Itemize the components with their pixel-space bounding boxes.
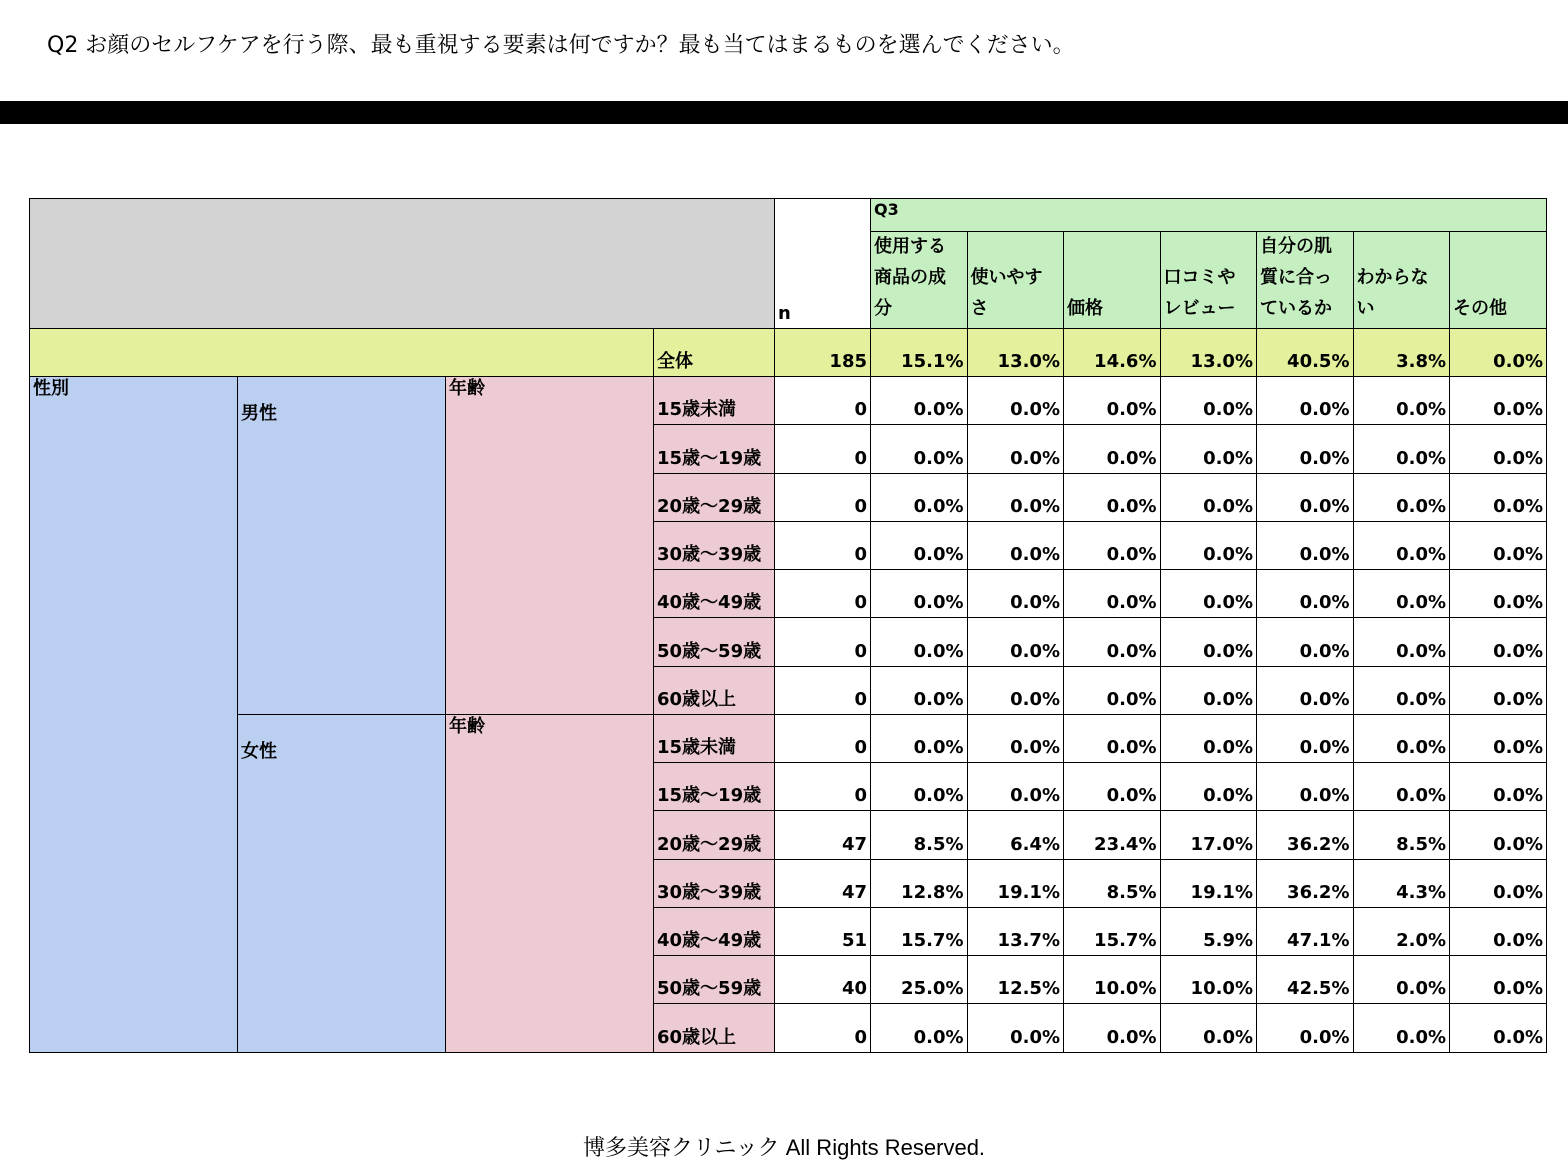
row-value: 42.5% [1256, 955, 1354, 1004]
row-value: 0.0% [967, 1003, 1065, 1052]
row-value: 0.0% [1449, 907, 1547, 956]
column-header-text: 自分の肌 [1260, 236, 1332, 257]
total-value: 15.1% [870, 328, 968, 377]
row-value: 0.0% [1449, 424, 1547, 473]
row-value: 0.0% [1256, 424, 1354, 473]
row-n: 0 [774, 569, 871, 618]
row-value: 2.0% [1353, 907, 1451, 956]
row-value: 15.7% [1063, 907, 1161, 956]
row-value: 0.0% [870, 473, 968, 522]
row-n: 0 [774, 473, 871, 522]
age-label: 年齢 [445, 714, 654, 1053]
row-value: 0.0% [1256, 617, 1354, 666]
row-value: 8.5% [1063, 859, 1161, 908]
row-value: 0.0% [1063, 521, 1161, 570]
row-value: 0.0% [870, 714, 968, 763]
column-header-text: 分 [874, 298, 892, 319]
row-value: 6.4% [967, 810, 1065, 859]
row-value: 0.0% [1449, 376, 1547, 425]
row-value: 5.9% [1160, 907, 1258, 956]
row-value: 0.0% [1160, 617, 1258, 666]
row-label: 40歳〜49歳 [653, 569, 775, 618]
row-value: 0.0% [1353, 424, 1451, 473]
row-value: 19.1% [1160, 859, 1258, 908]
row-value: 0.0% [967, 617, 1065, 666]
page-title: Q2 お顔のセルフケアを行う際、最も重視する要素は何ですか？最も当てはまるものを選んでください。 [47, 33, 1075, 58]
row-label: 15歳〜19歳 [653, 762, 775, 811]
row-n: 47 [774, 859, 871, 908]
row-label: 20歳〜29歳 [653, 473, 775, 522]
row-value: 0.0% [1256, 1003, 1354, 1052]
row-value: 0.0% [1256, 521, 1354, 570]
row-value: 36.2% [1256, 810, 1354, 859]
column-header [870, 231, 968, 329]
row-n: 47 [774, 810, 871, 859]
row-value: 0.0% [1256, 666, 1354, 715]
row-value: 0.0% [1449, 859, 1547, 908]
row-label: 50歳〜59歳 [653, 955, 775, 1004]
row-value: 0.0% [1353, 376, 1451, 425]
row-value: 0.0% [967, 376, 1065, 425]
row-value: 0.0% [1160, 666, 1258, 715]
row-value: 0.0% [1160, 521, 1258, 570]
row-value: 0.0% [1449, 569, 1547, 618]
age-label: 年齢 [445, 376, 654, 715]
column-header-text: い [1356, 298, 1375, 319]
row-n: 40 [774, 955, 871, 1004]
row-label: 40歳〜49歳 [653, 907, 775, 956]
row-value: 0.0% [1160, 473, 1258, 522]
row-value: 36.2% [1256, 859, 1354, 908]
row-value: 13.7% [967, 907, 1065, 956]
row-label: 50歳〜59歳 [653, 617, 775, 666]
row-label: 15歳未満 [653, 714, 775, 763]
row-value: 0.0% [1063, 1003, 1161, 1052]
row-value: 4.3% [1353, 859, 1451, 908]
row-value: 23.4% [1063, 810, 1161, 859]
row-value: 0.0% [1449, 473, 1547, 522]
row-value: 0.0% [1449, 521, 1547, 570]
row-value: 0.0% [1160, 1003, 1258, 1052]
column-header-text: わからな [1356, 267, 1429, 288]
row-n: 0 [774, 1003, 871, 1052]
row-value: 0.0% [1256, 762, 1354, 811]
row-value: 0.0% [1063, 617, 1161, 666]
row-n: 0 [774, 424, 871, 473]
row-value: 12.8% [870, 859, 968, 908]
total-value: 13.0% [967, 328, 1065, 377]
row-value: 8.5% [870, 810, 968, 859]
row-value: 0.0% [1353, 617, 1451, 666]
row-value: 0.0% [1256, 714, 1354, 763]
column-header [1353, 231, 1451, 329]
row-value: 0.0% [1449, 617, 1547, 666]
column-header-text: 商品の成 [874, 267, 946, 288]
row-value: 0.0% [1353, 955, 1451, 1004]
row-value: 0.0% [1353, 569, 1451, 618]
total-value: 3.8% [1353, 328, 1451, 377]
row-value: 10.0% [1160, 955, 1258, 1004]
row-value: 0.0% [870, 521, 968, 570]
row-value: 0.0% [1449, 1003, 1547, 1052]
header-blank-cell [29, 198, 775, 329]
row-value: 0.0% [1160, 714, 1258, 763]
copyright-footer: 博多美容クリニック All Rights Reserved. [582, 1135, 986, 1160]
row-value: 0.0% [967, 714, 1065, 763]
column-header [1160, 231, 1258, 329]
column-header-text: 口コミや [1163, 267, 1236, 288]
total-value: 40.5% [1256, 328, 1354, 377]
row-label: 60歳以上 [653, 1003, 775, 1052]
column-header-text: ているか [1260, 298, 1332, 319]
row-value: 0.0% [1256, 569, 1354, 618]
row-value: 15.7% [870, 907, 968, 956]
row-value: 17.0% [1160, 810, 1258, 859]
row-value: 0.0% [1063, 762, 1161, 811]
row-n: 51 [774, 907, 871, 956]
row-n: 0 [774, 762, 871, 811]
row-value: 0.0% [1256, 376, 1354, 425]
row-value: 10.0% [1063, 955, 1161, 1004]
row-value: 0.0% [1063, 666, 1161, 715]
row-value: 0.0% [1160, 762, 1258, 811]
row-value: 0.0% [870, 424, 968, 473]
row-label: 30歳〜39歳 [653, 521, 775, 570]
row-value: 0.0% [1449, 714, 1547, 763]
total-row-band [29, 328, 654, 377]
column-header-text: さ [970, 298, 989, 319]
row-value: 0.0% [1063, 714, 1161, 763]
row-value: 0.0% [1160, 569, 1258, 618]
row-n: 0 [774, 521, 871, 570]
row-value: 0.0% [870, 762, 968, 811]
column-header-text: 価格 [1067, 298, 1103, 319]
row-n: 0 [774, 376, 871, 425]
row-value: 0.0% [1160, 376, 1258, 425]
row-value: 0.0% [1353, 666, 1451, 715]
column-header [1449, 231, 1547, 329]
row-value: 0.0% [870, 1003, 968, 1052]
row-value: 0.0% [1063, 376, 1161, 425]
row-value: 47.1% [1256, 907, 1354, 956]
row-label: 15歳未満 [653, 376, 775, 425]
row-value: 12.5% [967, 955, 1065, 1004]
row-value: 8.5% [1353, 810, 1451, 859]
row-value: 0.0% [1353, 714, 1451, 763]
row-value: 0.0% [1449, 666, 1547, 715]
total-label: 全体 [653, 328, 775, 377]
total-value: 13.0% [1160, 328, 1258, 377]
column-header [1063, 231, 1161, 329]
row-value: 0.0% [1449, 762, 1547, 811]
row-value: 0.0% [967, 666, 1065, 715]
row-value: 0.0% [870, 376, 968, 425]
row-value: 0.0% [967, 569, 1065, 618]
row-label: 20歳〜29歳 [653, 810, 775, 859]
column-header [967, 231, 1065, 329]
row-value: 0.0% [1353, 473, 1451, 522]
row-value: 0.0% [1353, 762, 1451, 811]
row-value: 19.1% [967, 859, 1065, 908]
row-value: 0.0% [870, 617, 968, 666]
row-n: 0 [774, 617, 871, 666]
q-label: Q3 [870, 198, 1547, 232]
row-n: 0 [774, 714, 871, 763]
row-value: 0.0% [1063, 424, 1161, 473]
row-value: 25.0% [870, 955, 968, 1004]
row-value: 0.0% [967, 473, 1065, 522]
row-label: 60歳以上 [653, 666, 775, 715]
row-value: 0.0% [1063, 473, 1161, 522]
total-value: 0.0% [1449, 328, 1547, 377]
row-n: 0 [774, 666, 871, 715]
column-header-text: 使いやす [970, 267, 1043, 288]
total-n: 185 [774, 328, 871, 377]
n-header: n [774, 198, 871, 329]
group-label: 女性 [237, 714, 446, 1053]
row-value: 0.0% [1063, 569, 1161, 618]
category-label: 性別 [29, 376, 238, 1053]
row-value: 0.0% [967, 424, 1065, 473]
column-header [1256, 231, 1354, 329]
row-value: 0.0% [967, 521, 1065, 570]
row-value: 0.0% [967, 762, 1065, 811]
row-value: 0.0% [1353, 1003, 1451, 1052]
row-value: 0.0% [1449, 810, 1547, 859]
row-value: 0.0% [1449, 955, 1547, 1004]
group-label: 男性 [237, 376, 446, 715]
row-value: 0.0% [1256, 473, 1354, 522]
column-header-text: 質に合っ [1260, 267, 1332, 288]
row-value: 0.0% [1353, 521, 1451, 570]
column-header-text: 使用する [874, 236, 946, 257]
row-label: 30歳〜39歳 [653, 859, 775, 908]
row-value: 0.0% [1160, 424, 1258, 473]
column-header-text: その他 [1453, 298, 1507, 319]
total-value: 14.6% [1063, 328, 1161, 377]
row-value: 0.0% [870, 569, 968, 618]
row-label: 15歳〜19歳 [653, 424, 775, 473]
row-value: 0.0% [870, 666, 968, 715]
column-header-text: レビュー [1163, 298, 1236, 319]
